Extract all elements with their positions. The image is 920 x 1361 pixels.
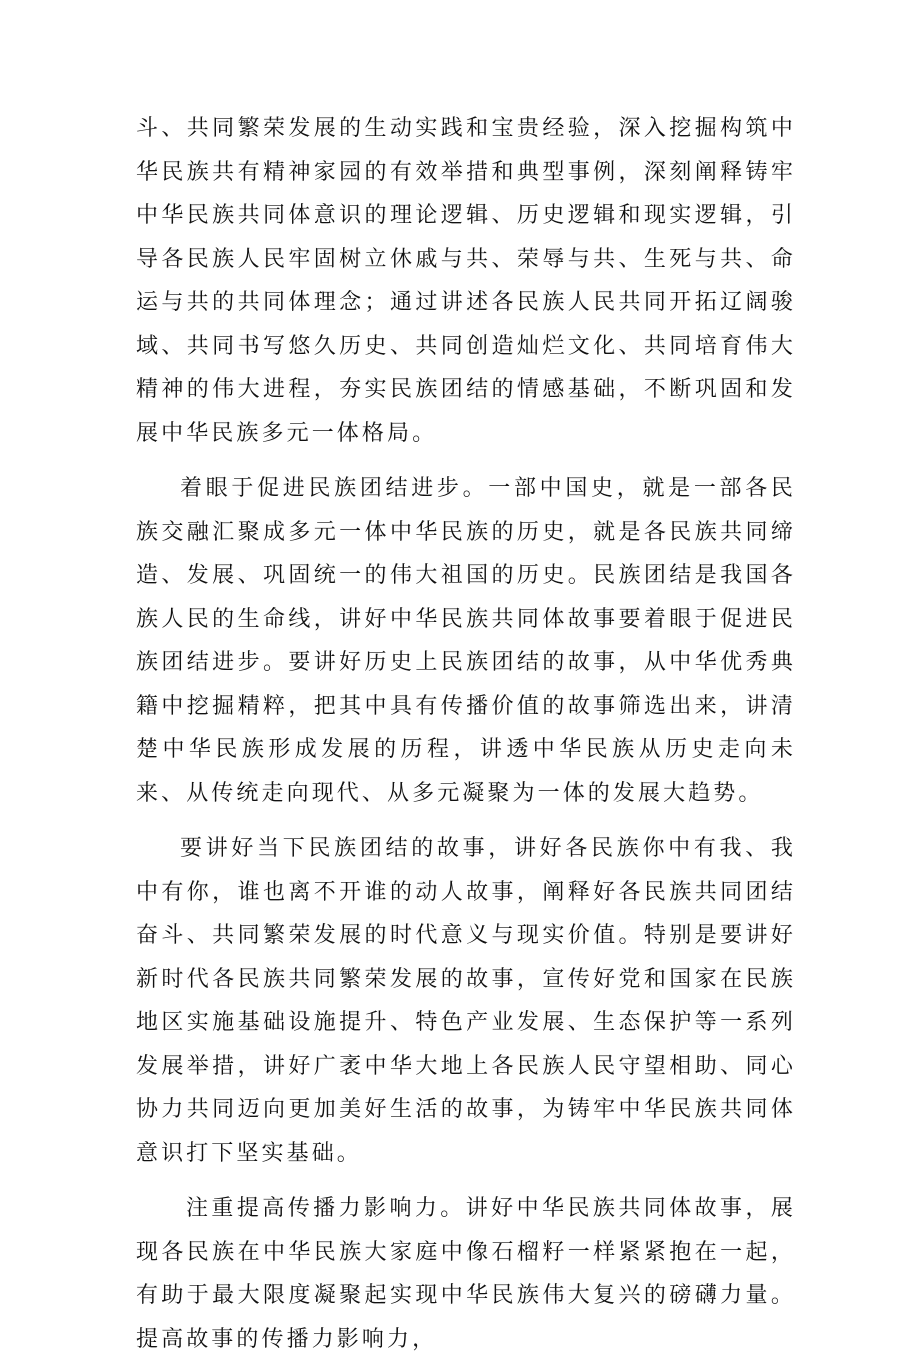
paragraph-2: 着眼于促进民族团结进步。一部中国史，就是一部各民族交融汇聚成多元一体中华民族的历史，就是各民族共同缔造、发展、巩固统一的伟大祖国的历史。民族团结是我国各族人民的生命线，讲好中华民族共同体故事要着眼于促进民族团结进步。要讲好历史上民族团结的故事，从中华优秀典籍中挖掘精粹，把其中具有传播价值的故事筛选出来，讲清楚中华民族形成发展的历程，讲透中华民族从历史走向未来、从传统走向现代、从多元凝聚为一体的发展大趋势。 (136, 476, 796, 806)
paragraph-gap (136, 455, 796, 467)
paragraph-gap (136, 1175, 796, 1187)
document-body (136, 107, 796, 1361)
paragraph-gap (136, 815, 796, 827)
paragraph-1: 斗、共同繁荣发展的生动实践和宝贵经验，深入挖掘构筑中华民族共有精神家园的有效举措和典型事例，深刻阐释铸牢中华民族共同体意识的理论逻辑、历史逻辑和现实逻辑，引导各民族人民牢固树立休戚与共、荣辱与共、生死与共、命运与共的共同体理念；通过讲述各民族人民共同开拓辽阔骏域、共同书写悠久历史、共同创造灿烂文化、共同培育伟大精神的伟大进程，夯实民族团结的情感基础，不断巩固和发展中华民族多元一体格局。 (136, 116, 796, 446)
paragraph-3: 要讲好当下民族团结的故事，讲好各民族你中有我、我中有你，谁也离不开谁的动人故事，阐释好各民族共同团结奋斗、共同繁荣发展的时代意义与现实价值。特别是要讲好新时代各民族共同繁荣发展的故事，宣传好党和国家在民族地区实施基础设施提升、特色产业发展、生态保护等一系列发展举措，讲好广袤中华大地上各民族人民守望相助、同心协力共同迈向更加美好生活的故事，为铸牢中华民族共同体意识打下坚实基础。 (136, 836, 796, 1166)
paragraph-4: 注重提高传播力影响力。讲好中华民族共同体故事，展现各民族在中华民族大家庭中像石榴籽一样紧紧抱在一起，有助于最大限度凝聚起实现中华民族伟大复兴的磅礴力量。提高故事的传播力影响力， (136, 1196, 796, 1352)
